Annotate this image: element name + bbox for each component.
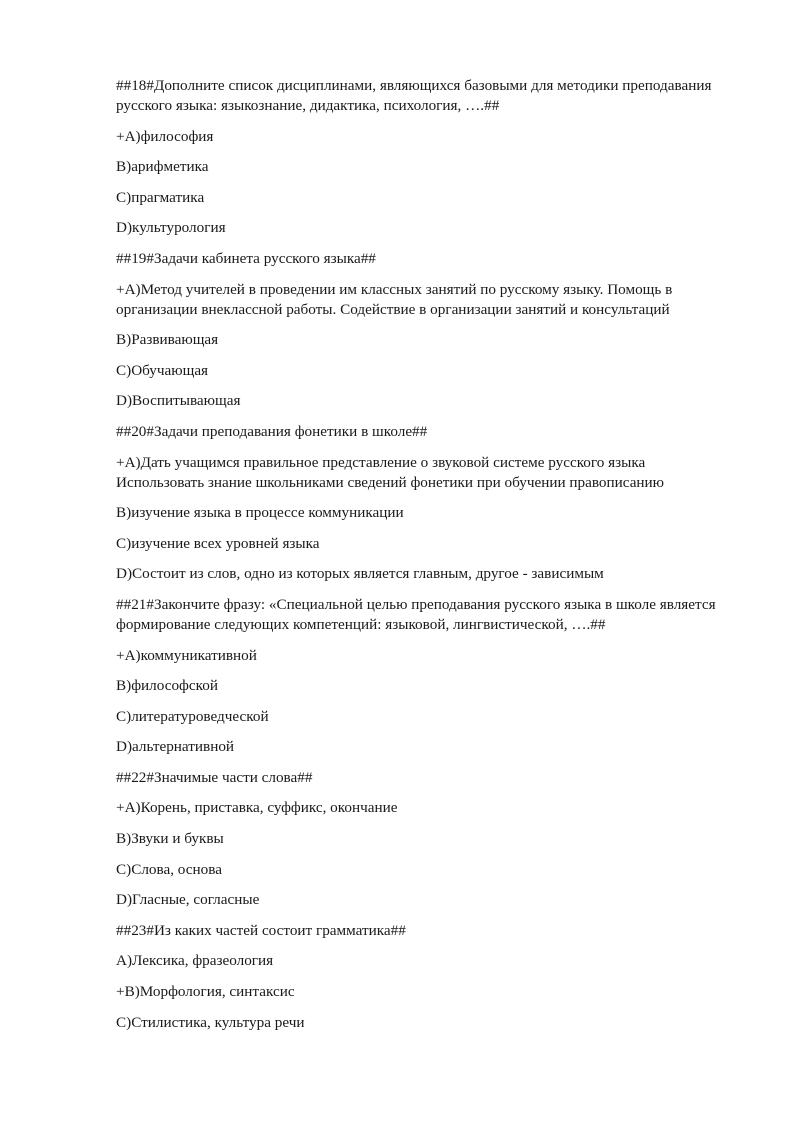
- answer-option: D)культурология: [116, 219, 226, 237]
- answer-option-correct: +А)коммуникативной: [116, 646, 257, 664]
- answer-option: С)Стилистика, культура речи: [116, 1013, 305, 1031]
- answer-option: В)Звуки и буквы: [116, 830, 224, 848]
- answer-option: С)Слова, основа: [116, 860, 222, 878]
- question-22: ##22#Значимые части слова##: [116, 768, 313, 786]
- answer-option: D)Воспитывающая: [116, 392, 241, 410]
- answer-option-correct: +А)Корень, приставка, суффикс, окончание: [116, 799, 398, 817]
- answer-option: D)Гласные, согласные: [116, 891, 260, 909]
- answer-option: В)арифметика: [116, 158, 209, 176]
- answer-option: С)Обучающая: [116, 361, 209, 379]
- question-21: ##21#Закончите фразу: «Специальной целью преподавания русского языка в школе является формирование следующих компетенций: языковой, лингвистической, ….##: [116, 595, 716, 633]
- answer-option: D)альтернативной: [116, 738, 235, 756]
- answer-option-correct: +В)Морфология, синтаксис: [116, 983, 295, 1001]
- question-18: ##18#Дополните список дисциплинами, являющихся базовыми для методики преподавания русского языка: языкознание, дидактика, психология, ….##: [116, 77, 712, 114]
- answer-option: С)прагматика: [116, 188, 205, 206]
- question-20: ##20#Задачи преподавания фонетики в школе##: [116, 422, 428, 440]
- answer-option: С)литературоведческой: [116, 707, 269, 725]
- answer-option-correct: +А)философия: [116, 127, 214, 145]
- answer-option-correct: +А)Дать учащимся правильное представление о звуковой системе русского языка Использовать знание школьниками сведений фонетики при обучении правописанию: [116, 453, 665, 491]
- answer-option: С)изучение всех уровней языка: [116, 534, 320, 552]
- answer-option: В)изучение языка в процессе коммуникации: [116, 504, 404, 522]
- answer-option: В)Развивающая: [116, 331, 219, 349]
- question-19: ##19#Задачи кабинета русского языка##: [116, 249, 376, 267]
- answer-option: D)Состоит из слов, одно из которых является главным, другое - зависимым: [116, 565, 604, 583]
- answer-option: В)философской: [116, 677, 218, 695]
- document-body: [116, 76, 716, 1043]
- question-23: ##23#Из каких частей состоит грамматика##: [116, 921, 406, 939]
- answer-option: А)Лексика, фразеология: [116, 952, 274, 970]
- answer-option-correct: +А)Метод учителей в проведении им классных занятий по русскому языку. Помощь в организации внеклассной работы. Содействие в организации занятий и консультаций: [116, 280, 673, 318]
